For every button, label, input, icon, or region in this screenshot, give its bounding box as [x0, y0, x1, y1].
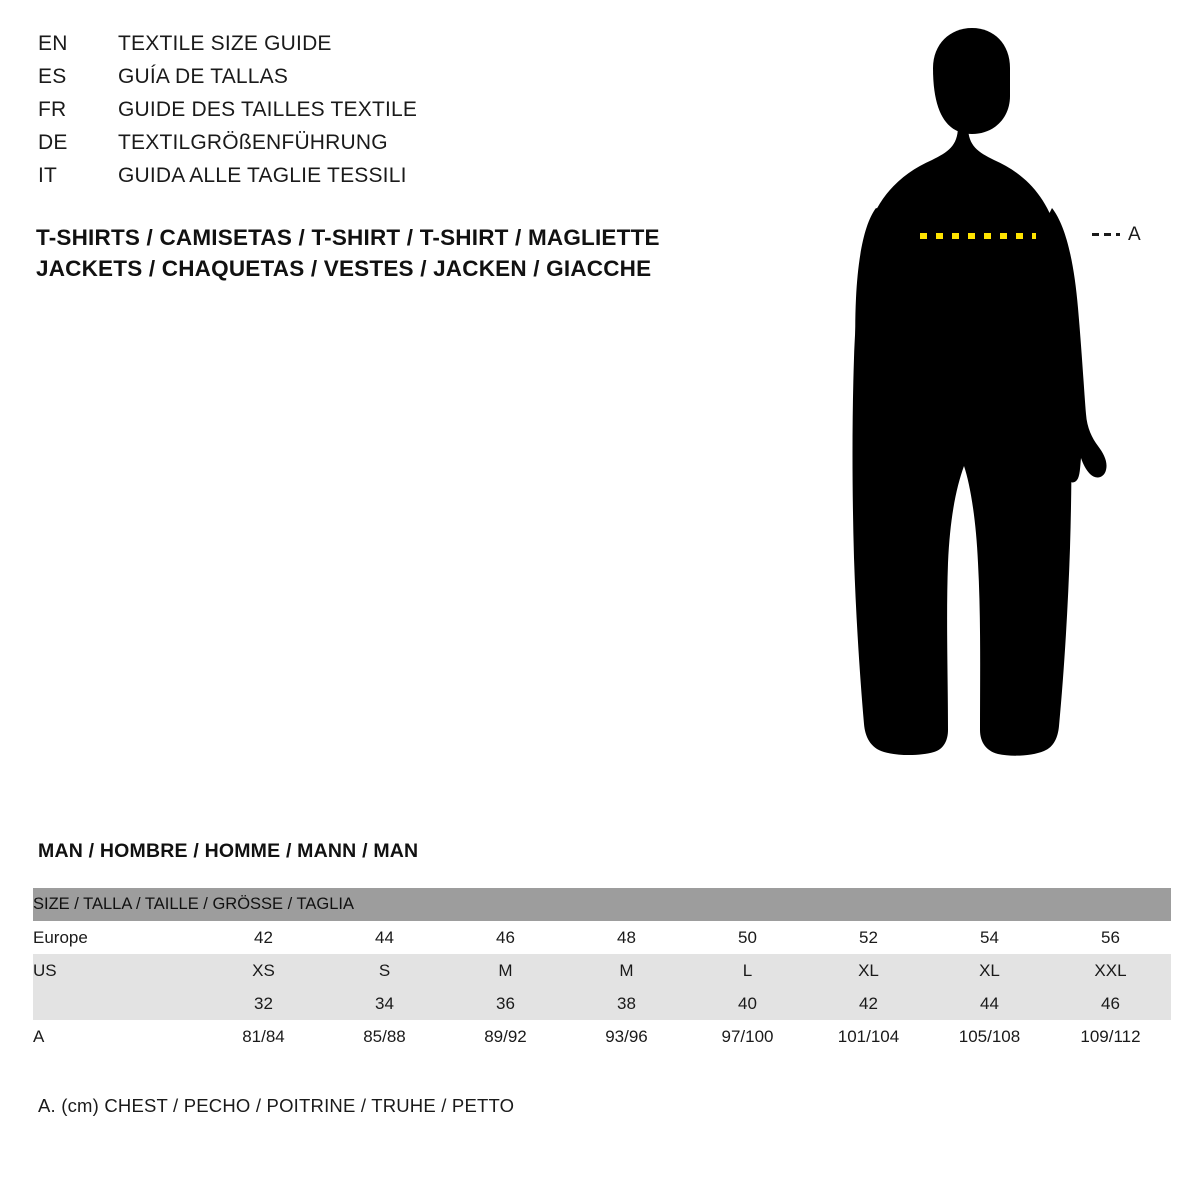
cell-a-7: 105/108 — [929, 1020, 1050, 1053]
table-row — [33, 987, 1171, 1020]
language-row-de — [38, 131, 738, 164]
cell-numeric-7: 44 — [929, 987, 1050, 1020]
cell-europe-2: 44 — [324, 921, 445, 954]
size-table — [33, 888, 1171, 1053]
male-silhouette-icon — [853, 28, 1107, 756]
cell-europe-8: 56 — [1050, 921, 1171, 954]
cell-numeric-2: 34 — [324, 987, 445, 1020]
language-code-es: ES — [38, 65, 67, 88]
language-code-de: DE — [38, 131, 68, 154]
cell-a-1: 81/84 — [203, 1020, 324, 1053]
cell-europe-6: 52 — [808, 921, 929, 954]
language-row-es — [38, 65, 738, 98]
cell-a-6: 101/104 — [808, 1020, 929, 1053]
language-row-it — [38, 164, 738, 197]
cell-a-2: 85/88 — [324, 1020, 445, 1053]
cell-europe-3: 46 — [445, 921, 566, 954]
cell-numeric-8: 46 — [1050, 987, 1171, 1020]
language-row-en — [38, 32, 738, 65]
language-title-it: GUIDA ALLE TAGLIE TESSILI — [118, 164, 407, 187]
cell-europe-1: 42 — [203, 921, 324, 954]
measure-leader-line — [1092, 233, 1120, 236]
table-row — [33, 1020, 1171, 1053]
cell-us-1: XS — [203, 954, 324, 987]
cell-a-4: 93/96 — [566, 1020, 687, 1053]
language-code-en: EN — [38, 32, 68, 55]
language-code-fr: FR — [38, 98, 67, 121]
cell-europe-4: 48 — [566, 921, 687, 954]
body-silhouette-figure — [840, 18, 1180, 788]
cell-us-2: S — [324, 954, 445, 987]
cell-europe-7: 54 — [929, 921, 1050, 954]
cell-us-8: XXL — [1050, 954, 1171, 987]
cell-us-6: XL — [808, 954, 929, 987]
category-list — [36, 222, 796, 284]
cell-us-5: L — [687, 954, 808, 987]
table-section-title: MAN / HOMBRE / HOMME / MANN / MAN — [38, 840, 419, 862]
cell-a-3: 89/92 — [445, 1020, 566, 1053]
language-title-de: TEXTILGRÖßENFÜHRUNG — [118, 131, 388, 154]
table-header-row — [33, 888, 1171, 921]
row-label-europe: Europe — [33, 921, 203, 954]
cell-numeric-5: 40 — [687, 987, 808, 1020]
table-footnote: A. (cm) CHEST / PECHO / POITRINE / TRUHE / PETTO — [38, 1095, 515, 1116]
measure-label-a: A — [1128, 224, 1141, 245]
language-list — [38, 32, 738, 197]
language-row-fr — [38, 98, 738, 131]
cell-us-7: XL — [929, 954, 1050, 987]
cell-numeric-1: 32 — [203, 987, 324, 1020]
cell-a-5: 97/100 — [687, 1020, 808, 1053]
cell-a-8: 109/112 — [1050, 1020, 1171, 1053]
row-label-numeric — [33, 987, 203, 1020]
cell-numeric-3: 36 — [445, 987, 566, 1020]
table-row — [33, 921, 1171, 954]
cell-numeric-6: 42 — [808, 987, 929, 1020]
cell-us-4: M — [566, 954, 687, 987]
table-header-label: SIZE / TALLA / TAILLE / GRÖSSE / TAGLIA — [33, 888, 1171, 921]
cell-us-3: M — [445, 954, 566, 987]
category-jackets: JACKETS / CHAQUETAS / VESTES / JACKEN / GIACCHE — [36, 256, 652, 281]
table-row — [33, 954, 1171, 987]
language-code-it: IT — [38, 164, 58, 187]
language-title-en: TEXTILE SIZE GUIDE — [118, 32, 332, 55]
language-title-es: GUÍA DE TALLAS — [118, 65, 289, 88]
category-tshirts: T-SHIRTS / CAMISETAS / T-SHIRT / T-SHIRT / MAGLIETTE — [36, 225, 660, 250]
language-title-fr: GUIDE DES TAILLES TEXTILE — [118, 98, 418, 121]
cell-numeric-4: 38 — [566, 987, 687, 1020]
row-label-us: US — [33, 954, 203, 987]
cell-europe-5: 50 — [687, 921, 808, 954]
row-label-a: A — [33, 1020, 203, 1053]
